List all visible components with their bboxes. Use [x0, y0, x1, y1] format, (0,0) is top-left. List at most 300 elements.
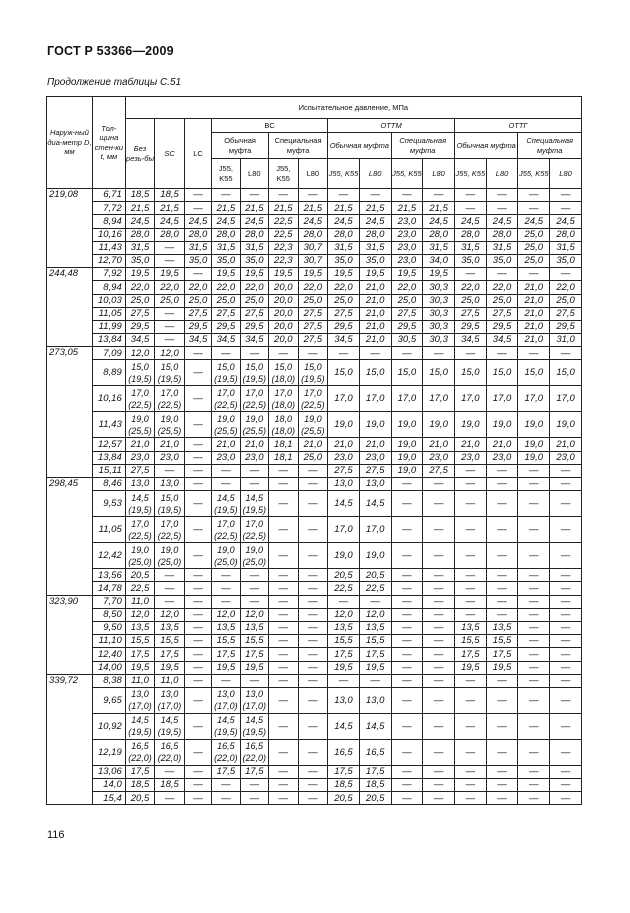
header-grade-l80: L80 [550, 159, 582, 189]
table-row [47, 595, 582, 608]
cell-pressure: 21,0 [359, 307, 391, 320]
cell-pressure: — [518, 517, 550, 543]
cell-pressure [298, 386, 328, 412]
cell-pressure-alt-value: (19,5) [242, 373, 267, 384]
cell-pressure: 29,5 [125, 320, 155, 333]
cell-pressure: 19,0 [391, 438, 423, 451]
cell-pressure: — [184, 189, 211, 202]
cell-pressure: 30,3 [423, 294, 455, 307]
cell-pressure: — [486, 202, 518, 215]
cell-pressure: — [454, 202, 486, 215]
page-number: 116 [47, 829, 65, 841]
cell-pressure: — [298, 779, 328, 792]
cell-pressure [212, 360, 240, 386]
cell-pressure: 12,0 [359, 608, 391, 621]
cell-pressure: — [550, 608, 582, 621]
cell-pressure: 29,5 [184, 320, 211, 333]
cell-pressure: — [391, 792, 423, 805]
cell-pressure: — [550, 674, 582, 687]
cell-pressure: — [518, 608, 550, 621]
cell-pressure: 17,0 [328, 386, 360, 412]
cell-pressure: — [550, 792, 582, 805]
cell-pressure: — [454, 687, 486, 713]
cell-pressure: — [298, 713, 328, 739]
header-grade-l80: L80 [423, 159, 455, 189]
cell-pressure: — [518, 779, 550, 792]
cell-pressure: — [486, 517, 518, 543]
cell-pressure: 28,0 [359, 228, 391, 241]
cell-pressure: 19,5 [359, 268, 391, 281]
cell-pressure-alt-value: (19,5) [128, 727, 152, 738]
cell-pressure: 22,5 [269, 228, 299, 241]
cell-pressure-value: 19,0 [245, 413, 264, 424]
cell-pressure [125, 386, 155, 412]
cell-pressure: 13,5 [212, 621, 240, 634]
cell-pressure: — [298, 792, 328, 805]
cell-pressure-alt-value: (25,5) [128, 425, 152, 436]
cell-pressure-alt-value: (22,5) [214, 530, 238, 541]
cell-pressure: — [212, 595, 240, 608]
cell-pressure: — [328, 595, 360, 608]
cell-pressure: — [486, 347, 518, 360]
cell-pressure: 35,0 [240, 254, 268, 267]
cell-pressure: 19,0 [328, 543, 360, 569]
cell-pressure: — [391, 661, 423, 674]
cell-pressure: 19,5 [125, 268, 155, 281]
cell-pressure: — [423, 543, 455, 569]
cell-pressure: — [269, 674, 299, 687]
cell-pressure: 13,0 [359, 478, 391, 491]
cell-pressure: — [269, 517, 299, 543]
cell-pressure-alt-value: (22,0) [157, 753, 182, 764]
cell-pressure: — [518, 569, 550, 582]
cell-pressure: — [454, 189, 486, 202]
cell-pressure: 21,0 [518, 307, 550, 320]
cell-pressure: — [298, 569, 328, 582]
cell-pressure: 27,5 [423, 464, 455, 477]
cell-pressure: 27,5 [328, 464, 360, 477]
cell-pressure: 24,5 [298, 215, 328, 228]
cell-pressure-value: 16,5 [217, 741, 235, 752]
cell-pressure [155, 713, 185, 739]
cell-pressure: 17,0 [423, 386, 455, 412]
cell-pressure [155, 687, 185, 713]
table-body [47, 189, 582, 805]
cell-pressure: 24,5 [518, 215, 550, 228]
cell-pressure: 21,0 [125, 438, 155, 451]
cell-pressure: 28,0 [212, 228, 240, 241]
cell-pressure: 25,0 [550, 294, 582, 307]
cell-pressure: — [184, 569, 211, 582]
cell-pressure: 29,5 [328, 320, 360, 333]
cell-pressure-alt-value: (17,0) [242, 701, 267, 712]
cell-pressure: — [550, 739, 582, 765]
cell-pressure: 18,5 [155, 779, 185, 792]
header-ottm-special: Специальная муфта [391, 133, 454, 159]
cell-pressure: — [391, 739, 423, 765]
cell-pressure: — [269, 648, 299, 661]
cell-pressure: 25,0 [155, 294, 185, 307]
cell-pressure: 15,5 [240, 635, 268, 648]
cell-wall-thickness: 11,43 [92, 412, 125, 438]
table-row [47, 739, 582, 765]
cell-pressure: 23,0 [391, 241, 423, 254]
cell-pressure: 12,0 [155, 347, 185, 360]
cell-pressure [125, 713, 155, 739]
cell-wall-thickness: 11,05 [92, 307, 125, 320]
cell-pressure: 34,5 [486, 334, 518, 347]
document-header: ГОСТ Р 53366—2009 [47, 44, 174, 58]
cell-pressure: — [518, 268, 550, 281]
cell-pressure-value: 17,0 [131, 387, 149, 398]
cell-pressure: 17,5 [328, 648, 360, 661]
cell-pressure [155, 739, 185, 765]
cell-pressure: — [298, 621, 328, 634]
header-bc: BC [212, 119, 328, 133]
cell-pressure: — [454, 268, 486, 281]
cell-pressure: 13,0 [155, 478, 185, 491]
cell-pressure: 21,5 [155, 202, 185, 215]
cell-pressure: — [550, 595, 582, 608]
cell-pressure: — [155, 464, 185, 477]
cell-pressure: 22,0 [454, 281, 486, 294]
cell-pressure-value: 14,5 [245, 492, 264, 503]
cell-pressure: 24,5 [486, 215, 518, 228]
cell-wall-thickness: 12,57 [92, 438, 125, 451]
cell-pressure: 19,0 [518, 412, 550, 438]
cell-pressure: — [240, 347, 268, 360]
table-row [47, 635, 582, 648]
cell-pressure: — [518, 543, 550, 569]
cell-pressure: 22,5 [359, 582, 391, 595]
cell-pressure: 11,0 [125, 674, 155, 687]
cell-pressure: — [423, 569, 455, 582]
cell-pressure: 19,0 [486, 412, 518, 438]
cell-pressure: 19,5 [212, 661, 240, 674]
header-grade-l80: L80 [298, 159, 328, 189]
cell-pressure: — [550, 202, 582, 215]
cell-pressure: — [550, 648, 582, 661]
cell-pressure: — [298, 739, 328, 765]
cell-diameter: 244,48 [47, 268, 93, 347]
cell-pressure: — [212, 674, 240, 687]
table-row [47, 268, 582, 281]
cell-pressure: 27,5 [454, 307, 486, 320]
cell-pressure: 15,0 [486, 360, 518, 386]
cell-pressure: 15,0 [550, 360, 582, 386]
cell-pressure: 22,0 [212, 281, 240, 294]
cell-pressure: 19,5 [454, 661, 486, 674]
cell-pressure: — [423, 635, 455, 648]
cell-pressure: 25,0 [298, 294, 328, 307]
cell-pressure: — [391, 595, 423, 608]
header-grade-j55: J55, K55 [328, 159, 360, 189]
cell-pressure: — [391, 582, 423, 595]
cell-pressure: — [391, 569, 423, 582]
cell-pressure: 30,7 [298, 254, 328, 267]
cell-pressure [298, 360, 328, 386]
cell-pressure: — [550, 491, 582, 517]
cell-pressure: — [240, 595, 268, 608]
header-ottg-special: Специальная муфта [518, 133, 582, 159]
cell-pressure: — [550, 347, 582, 360]
header-sc: SC [155, 119, 185, 189]
table-row [47, 713, 582, 739]
cell-pressure: 21,0 [518, 320, 550, 333]
cell-pressure: — [240, 478, 268, 491]
cell-pressure-value: 17,0 [160, 387, 179, 398]
cell-pressure: 28,0 [550, 228, 582, 241]
cell-pressure-alt-value: (25,0) [214, 556, 238, 567]
cell-pressure: 21,0 [155, 438, 185, 451]
cell-pressure-alt-value: (22,5) [214, 399, 238, 410]
cell-pressure: 15,0 [518, 360, 550, 386]
cell-pressure: — [298, 347, 328, 360]
cell-pressure: — [155, 241, 185, 254]
cell-pressure-value: 16,5 [131, 741, 149, 752]
cell-pressure: — [184, 451, 211, 464]
cell-pressure: — [298, 648, 328, 661]
cell-wall-thickness: 11,05 [92, 517, 125, 543]
cell-pressure-alt-value: (22,5) [242, 399, 267, 410]
cell-pressure: 28,0 [240, 228, 268, 241]
cell-pressure: 15,5 [454, 635, 486, 648]
cell-pressure: — [184, 347, 211, 360]
cell-pressure: — [269, 595, 299, 608]
cell-pressure-value: 19,0 [131, 544, 149, 555]
table-row [47, 202, 582, 215]
cell-wall-thickness: 7,72 [92, 202, 125, 215]
cell-pressure [155, 412, 185, 438]
cell-pressure-alt-value: (22,5) [157, 530, 182, 541]
cell-pressure: — [184, 464, 211, 477]
cell-pressure: — [486, 765, 518, 778]
cell-pressure: 15,5 [486, 635, 518, 648]
cell-pressure: — [184, 792, 211, 805]
cell-pressure: 30,7 [298, 241, 328, 254]
cell-pressure: 35,0 [550, 254, 582, 267]
cell-pressure: — [486, 739, 518, 765]
cell-pressure: 27,5 [298, 307, 328, 320]
cell-pressure: 22,0 [240, 281, 268, 294]
cell-pressure: 19,5 [391, 268, 423, 281]
cell-pressure [125, 687, 155, 713]
cell-pressure: 24,5 [240, 215, 268, 228]
cell-pressure [125, 412, 155, 438]
cell-pressure: — [184, 765, 211, 778]
cell-pressure: — [298, 189, 328, 202]
table-row [47, 438, 582, 451]
cell-pressure: 13,0 [359, 687, 391, 713]
cell-pressure-value: 16,5 [245, 741, 264, 752]
cell-pressure-value: 14,5 [160, 715, 179, 726]
header-grade-l80: L80 [486, 159, 518, 189]
cell-pressure: 31,5 [184, 241, 211, 254]
cell-pressure: 20,5 [328, 792, 360, 805]
cell-pressure-value: 15,0 [245, 361, 264, 372]
cell-pressure: 15,5 [155, 635, 185, 648]
cell-pressure: 17,5 [454, 648, 486, 661]
cell-pressure: 19,0 [391, 412, 423, 438]
cell-pressure: — [486, 582, 518, 595]
cell-wall-thickness: 11,99 [92, 320, 125, 333]
cell-pressure: — [550, 517, 582, 543]
cell-pressure: 21,0 [359, 334, 391, 347]
cell-pressure: 13,5 [125, 621, 155, 634]
cell-pressure: 23,0 [423, 451, 455, 464]
table-row [47, 254, 582, 267]
cell-pressure: — [454, 464, 486, 477]
cell-pressure: 12,0 [328, 608, 360, 621]
table-row [47, 648, 582, 661]
cell-pressure: — [155, 582, 185, 595]
header-lc: LC [184, 119, 211, 189]
cell-pressure: 23,0 [155, 451, 185, 464]
cell-pressure: 14,5 [328, 491, 360, 517]
cell-pressure: 34,0 [423, 254, 455, 267]
cell-diameter: 323,90 [47, 595, 93, 674]
table-row [47, 792, 582, 805]
cell-pressure: — [423, 661, 455, 674]
cell-pressure: 35,0 [212, 254, 240, 267]
cell-pressure: — [486, 687, 518, 713]
cell-pressure [212, 412, 240, 438]
cell-pressure: 28,0 [155, 228, 185, 241]
cell-pressure-alt-value: (18,0) [271, 373, 296, 384]
cell-wall-thickness: 12,70 [92, 254, 125, 267]
cell-wall-thickness: 15,11 [92, 464, 125, 477]
cell-pressure: — [454, 779, 486, 792]
cell-pressure: 17,5 [240, 648, 268, 661]
header-no-thread: Без резь-бы [125, 119, 155, 189]
cell-pressure: 15,5 [328, 635, 360, 648]
cell-pressure-alt-value: (19,5) [157, 504, 182, 515]
cell-pressure: 16,5 [359, 739, 391, 765]
cell-pressure: — [328, 347, 360, 360]
cell-pressure: — [423, 595, 455, 608]
cell-pressure-value: 19,0 [160, 413, 179, 424]
cell-pressure: 21,5 [328, 202, 360, 215]
cell-pressure: 19,5 [328, 661, 360, 674]
cell-pressure: — [269, 478, 299, 491]
cell-pressure: 18,5 [328, 779, 360, 792]
cell-pressure: — [298, 582, 328, 595]
cell-pressure-value: 19,0 [245, 544, 264, 555]
cell-pressure: — [240, 582, 268, 595]
cell-pressure: 21,5 [240, 202, 268, 215]
cell-pressure-value: 14,5 [131, 715, 149, 726]
cell-pressure: 17,0 [328, 517, 360, 543]
cell-pressure: 12,0 [240, 608, 268, 621]
cell-pressure [212, 491, 240, 517]
cell-pressure: 22,0 [486, 281, 518, 294]
cell-pressure: — [486, 569, 518, 582]
cell-pressure: — [391, 621, 423, 634]
cell-pressure: — [550, 713, 582, 739]
cell-pressure: 31,5 [212, 241, 240, 254]
cell-pressure-value: 14,5 [217, 492, 235, 503]
table-row [47, 765, 582, 778]
table-continuation-caption: Продолжение таблицы С.51 [47, 77, 182, 88]
cell-pressure: 31,5 [359, 241, 391, 254]
cell-pressure: — [184, 438, 211, 451]
cell-pressure-alt-value: (22,5) [301, 399, 325, 410]
cell-pressure: — [423, 517, 455, 543]
cell-pressure: — [155, 320, 185, 333]
cell-pressure: 29,5 [454, 320, 486, 333]
cell-pressure: 29,5 [391, 320, 423, 333]
cell-pressure: 22,3 [269, 241, 299, 254]
cell-pressure: — [240, 779, 268, 792]
cell-pressure-alt-value: (25,5) [214, 425, 238, 436]
cell-pressure: — [550, 661, 582, 674]
cell-pressure: — [269, 687, 299, 713]
cell-pressure: 27,5 [298, 320, 328, 333]
cell-pressure-value: 19,0 [217, 413, 235, 424]
cell-pressure: — [184, 661, 211, 674]
cell-pressure: 17,5 [328, 765, 360, 778]
cell-pressure: 19,0 [359, 412, 391, 438]
cell-pressure: — [550, 478, 582, 491]
cell-pressure: 20,5 [125, 792, 155, 805]
cell-pressure: — [423, 792, 455, 805]
cell-pressure: 18,5 [125, 779, 155, 792]
cell-pressure-alt-value: (17,0) [214, 701, 238, 712]
cell-pressure: — [359, 347, 391, 360]
cell-pressure-value: 15,0 [160, 361, 179, 372]
cell-pressure: — [212, 569, 240, 582]
cell-pressure-value: 17,0 [217, 518, 235, 529]
cell-pressure-value: 17,0 [245, 518, 264, 529]
cell-pressure: 21,0 [359, 438, 391, 451]
cell-pressure: 31,5 [125, 241, 155, 254]
cell-pressure: 35,0 [125, 254, 155, 267]
cell-pressure: — [423, 674, 455, 687]
cell-pressure: 28,0 [298, 228, 328, 241]
table-row [47, 347, 582, 360]
cell-pressure: 20,0 [269, 307, 299, 320]
cell-pressure: 21,0 [298, 438, 328, 451]
cell-pressure: 17,0 [391, 386, 423, 412]
cell-pressure: — [518, 635, 550, 648]
cell-pressure: — [518, 739, 550, 765]
cell-pressure: — [184, 582, 211, 595]
cell-pressure: 23,0 [391, 215, 423, 228]
cell-wall-thickness: 13,06 [92, 765, 125, 778]
cell-pressure-value: 17,0 [245, 387, 264, 398]
cell-wall-thickness: 8,94 [92, 215, 125, 228]
cell-pressure: — [454, 595, 486, 608]
cell-pressure: 25,0 [240, 294, 268, 307]
cell-pressure: — [269, 779, 299, 792]
cell-pressure-alt-value: (22,0) [242, 753, 267, 764]
cell-pressure: — [184, 517, 211, 543]
cell-pressure: 13,5 [155, 621, 185, 634]
cell-pressure [155, 386, 185, 412]
cell-pressure: 29,5 [212, 320, 240, 333]
cell-pressure: — [391, 713, 423, 739]
cell-pressure: 20,5 [359, 792, 391, 805]
cell-pressure: 13,5 [454, 621, 486, 634]
cell-pressure: 19,0 [518, 451, 550, 464]
cell-wall-thickness: 10,16 [92, 386, 125, 412]
cell-pressure: — [518, 491, 550, 517]
table-header [47, 97, 582, 189]
cell-pressure: — [298, 674, 328, 687]
cell-pressure: 34,5 [454, 334, 486, 347]
cell-pressure: 21,5 [423, 202, 455, 215]
table-row [47, 294, 582, 307]
